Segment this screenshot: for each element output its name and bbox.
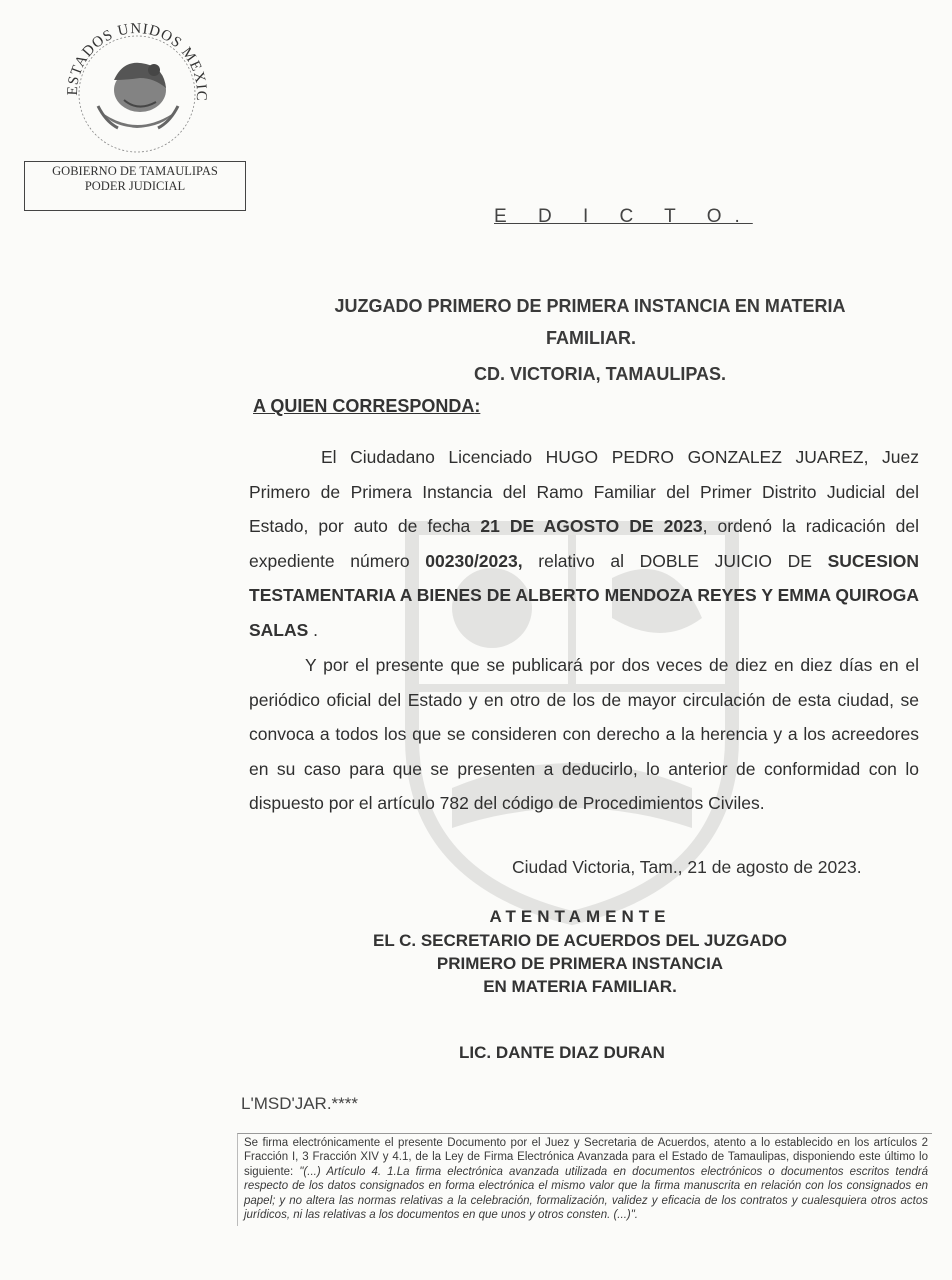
government-header-box <box>24 161 246 211</box>
electronic-signature-notice <box>237 1133 932 1226</box>
order-text-d: . <box>308 619 319 640</box>
document-title: E D I C T O. <box>494 206 753 227</box>
file-number: 00230/2023, <box>425 550 523 571</box>
court-name-line1: JUZGADO PRIMERO DE PRIMERA INSTANCIA EN MATERIA <box>334 296 846 316</box>
addressee <box>253 396 480 417</box>
place-and-date: Ciudad Victoria, Tam., 21 de agosto de 2023. <box>512 857 862 877</box>
court-name-line2: FAMILIAR. <box>546 328 636 348</box>
notice-text: Se firma electrónicamente el presente Documento por el Juez y Secretaria de Acuerdos, atento a lo establecido en los artículos 2 Fracción I, 3 Fracción XIV y 4.1, de la Ley de Firma Electrónica Avanzada para el Estado de Tamaulipas, disponiendo este último lo siguiente: <box>244 1137 928 1178</box>
addressee-colon: : <box>474 396 481 416</box>
closing-attentively: ATENTAMENTE <box>489 907 671 926</box>
case-matter: SUCESION TESTAMENTARIA A BIENES DE ALBERTO MENDOZA REYES Y EMMA QUIROGA SALAS <box>249 550 919 640</box>
paragraph-convocation: Y por el presente que se publicará por dos veces de diez en diez días en el periódico oficial del Estado y en otro de los de mayor circulación de esta ciudad, se convoca a todos los que se consideren con derecho a la herencia y a los acreedores en su caso para que se presenten a deducirlo, lo anterior de conformidad con lo dispuesto por el artículo 782 del código de Procedimientos Civiles. <box>249 655 919 813</box>
order-date: 21 DE AGOSTO DE 2023 <box>480 516 703 536</box>
signer-title-line1: EL C. SECRETARIO DE ACUERDOS DEL JUZGADO <box>372 931 788 950</box>
court-location: CD. VICTORIA, TAMAULIPAS. <box>474 364 726 384</box>
national-seal <box>54 18 220 160</box>
eagle-seal-icon <box>54 18 220 160</box>
initials-reference: L'MSD'JAR.**** <box>241 1094 359 1113</box>
addressee-text: A QUIEN CORRESPONDA <box>253 396 475 416</box>
order-text-b: , ordenó la radicación del expediente número <box>249 516 919 571</box>
order-text-a: El Ciudadano Licenciado HUGO PEDRO GONZALEZ JUAREZ, Juez Primero de Primera Instancia del Ramo Familiar del Primer Distrito Judicial del Estado, por auto de fecha <box>249 447 919 536</box>
svg-text:ESTADOS UNIDOS MEXICANOS: ESTADOS UNIDOS MEXIC <box>64 21 210 103</box>
signer-name: LIC. DANTE DIAZ DURAN <box>459 1043 665 1062</box>
signer-title-line3: EN MATERIA FAMILIAR. <box>483 977 677 996</box>
notice-quote: "(...) Artículo 4. 1.La firma electrónica avanzada utilizada en documentos electrónicos o documentos escritos tendrá respecto de los datos consignados en forma electrónica el mismo valor que la firma manuscrita en relación con los consignados en papel; y no altera las normas relativas a la celebración, formalización, validez y eficacia de los contratos y cualesquiera otros actos jurídicos, ni las relativas a los documentos en que unos y otros consten. (...)". <box>244 1165 928 1222</box>
signer-title-line2: PRIMERO DE PRIMERA INSTANCIA <box>436 954 724 973</box>
government-name: GOBIERNO DE TAMAULIPAS <box>52 164 218 178</box>
paragraph-order <box>249 440 919 647</box>
judicial-branch: PODER JUDICIAL <box>84 179 186 193</box>
order-text-c: relativo al DOBLE JUICIO DE <box>522 550 828 571</box>
